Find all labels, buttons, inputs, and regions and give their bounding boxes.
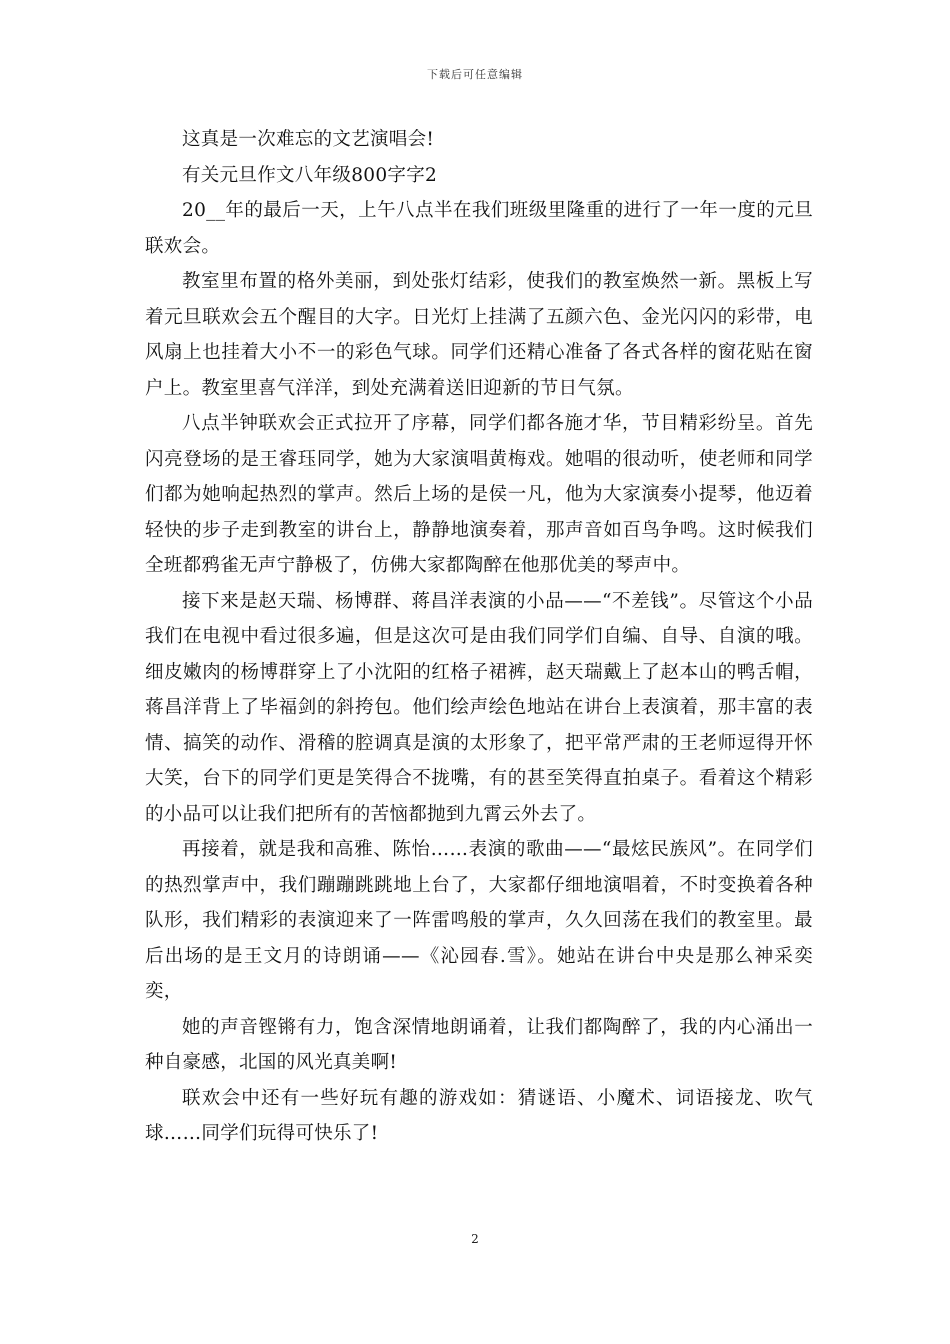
document-body — [145, 122, 813, 1152]
section-heading: 有关元旦作文八年级800字字2 — [182, 164, 438, 186]
paragraph: 八点半钟联欢会正式拉开了序幕，同学们都各施才华，节目精彩纷呈。首先闪亮登场的是王睿珏同学，她为大家演唱黄梅戏。她唱的很动听，使老师和同学们都为她响起热烈的掌声。然后上场的是侯一凡，他为大家演奏小提琴，他迈着轻快的步子走到教室的讲台上，静静地演奏着，那声音如百鸟争鸣。这时候我们全班都鸦雀无声宁静极了，仿佛大家都陶醉在他那优美的琴声中。 — [145, 413, 813, 576]
page-number: 2 — [471, 1232, 479, 1246]
paragraph: 20__年的最后一天，上午八点半在我们班级里隆重的进行了一年一度的元旦联欢会。 — [145, 200, 813, 257]
paragraph: 这真是一次难忘的文艺演唱会! — [182, 129, 435, 150]
paragraph: 再接着，就是我和高雅、陈怡……表演的歌曲——“最炫民族风”。在同学们的热烈掌声中，我们蹦蹦跳跳地上台了，大家都仔细地演唱着，不时变换着各种队形，我们精彩的表演迎来了一阵雷鸣般的掌声，久久回荡在我们的教室里。最后出场的是王文月的诗朗诵——《沁园春.雪》。她站在讲台中央是那么神采奕奕， — [145, 839, 813, 1002]
paragraph: 联欢会中还有一些好玩有趣的游戏如：猜谜语、小魔术、词语接龙、吹气球……同学们玩得可快乐了! — [145, 1087, 813, 1144]
paragraph: 教室里布置的格外美丽，到处张灯结彩，使我们的教室焕然一新。黑板上写着元旦联欢会五个醒目的大字。日光灯上挂满了五颜六色、金光闪闪的彩带，电风扇上也挂着大小不一的彩色气球。同学们还精心准备了各式各样的窗花贴在窗户上。教室里喜气洋洋，到处充满着送旧迎新的节日气氛。 — [145, 271, 813, 399]
paragraph: 接下来是赵天瑞、杨博群、蒋昌洋表演的小品——“不差钱”。尽管这个小品我们在电视中看过很多遍，但是这次可是由我们同学们自编、自导、自演的哦。细皮嫩肉的杨博群穿上了小沈阳的红格子裙裤，赵天瑞戴上了赵本山的鸭舌帽，蒋昌洋背上了毕福剑的斜挎包。他们绘声绘色地站在讲台上表演着，那丰富的表情、搞笑的动作、滑稽的腔调真是演的太形象了，把平常严肃的王老师逗得开怀大笑，台下的同学们更是笑得合不拢嘴，有的甚至笑得直拍桌子。看着这个精彩的小品可以让我们把所有的苦恼都抛到九霄云外去了。 — [145, 590, 813, 825]
paragraph: 她的声音铿锵有力，饱含深情地朗诵着，让我们都陶醉了，我的内心涌出一种自豪感，北国的风光真美啊! — [145, 1016, 813, 1073]
page-header: 下载后可任意编辑 — [427, 68, 523, 81]
